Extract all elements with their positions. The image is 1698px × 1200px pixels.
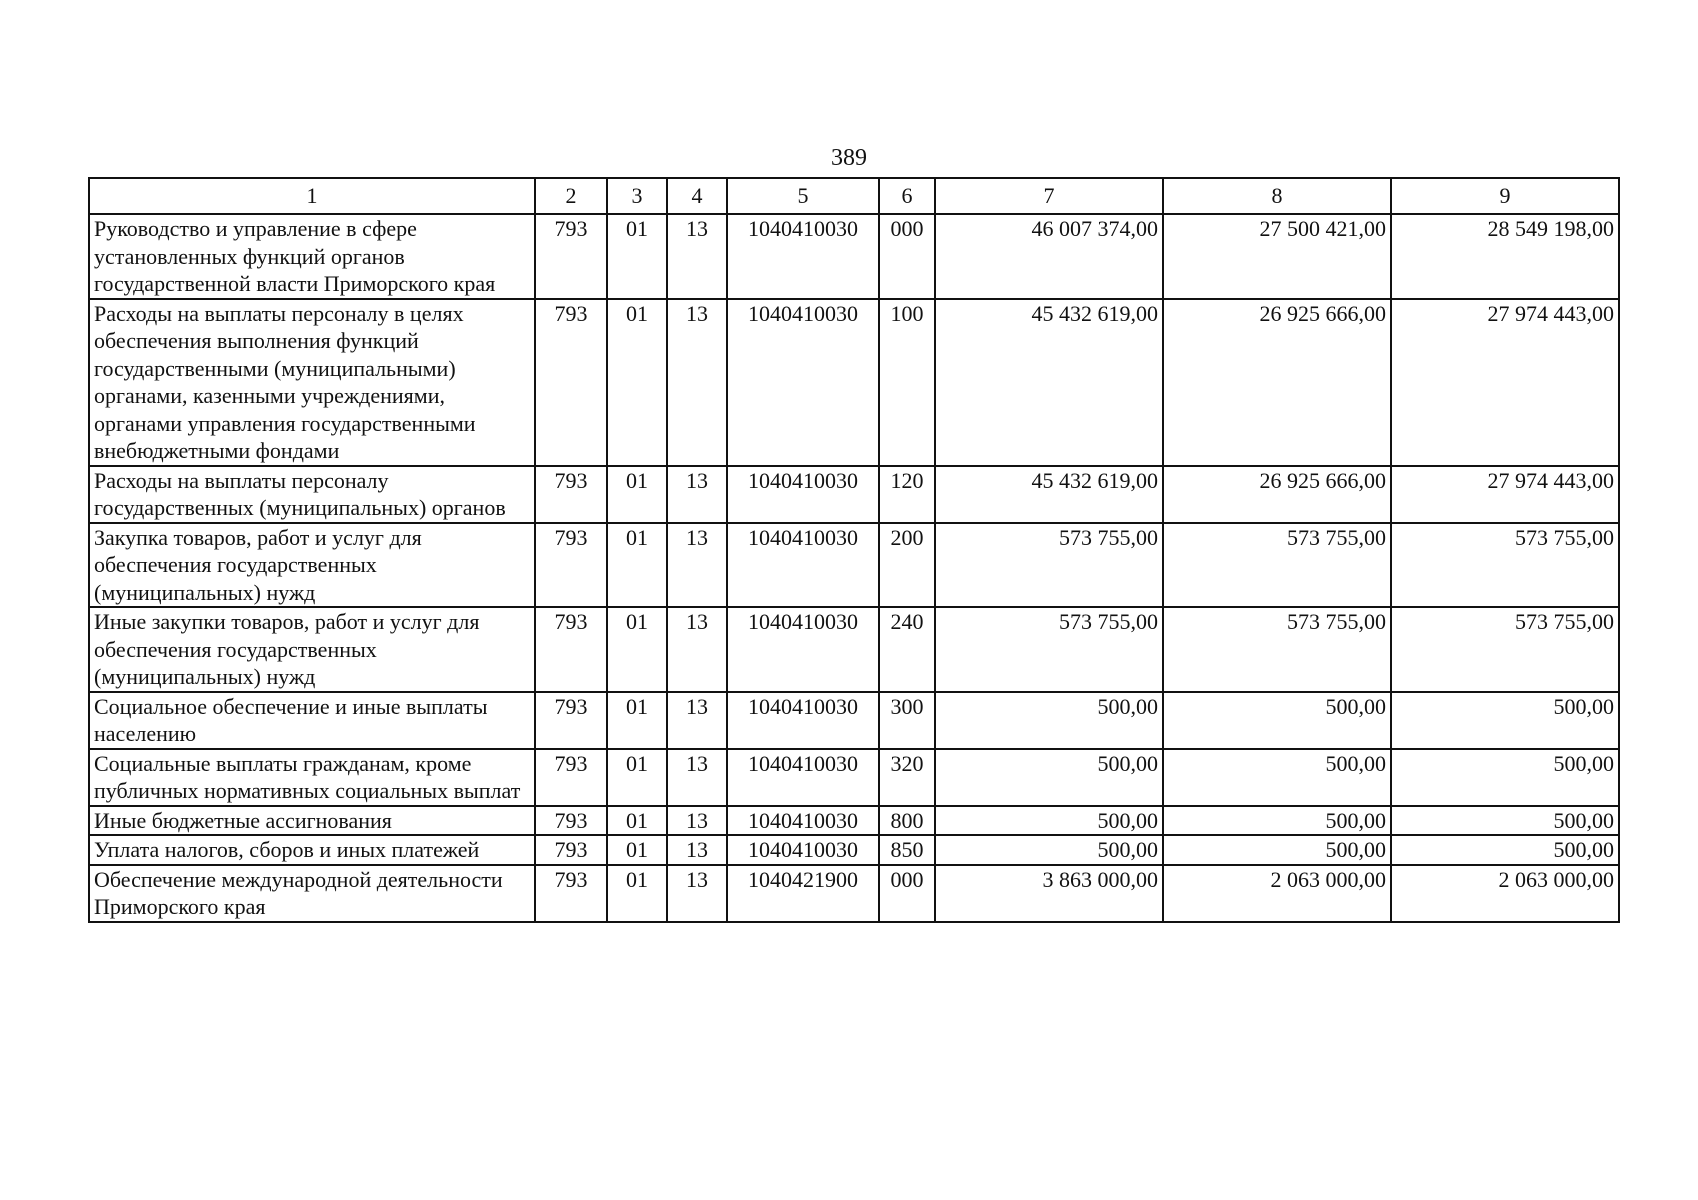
section-code: 01 <box>607 806 667 836</box>
amount-col-8: 500,00 <box>1163 749 1391 806</box>
section-code: 01 <box>607 692 667 749</box>
amount-col-8: 2 063 000,00 <box>1163 865 1391 922</box>
ministry-code: 793 <box>535 607 607 692</box>
expense-type-code: 000 <box>879 865 935 922</box>
table-row <box>89 523 1619 608</box>
amount-col-7: 500,00 <box>935 749 1163 806</box>
amount-col-7: 500,00 <box>935 692 1163 749</box>
ministry-code: 793 <box>535 214 607 299</box>
expense-name: Расходы на выплаты персоналу в целях обеспечения выполнения функций государственными (муниципальными) органами, казенными учреждениями, органами управления государственными внебюджетными фондами <box>89 299 535 466</box>
page-number: 389 <box>831 145 867 171</box>
amount-col-8: 26 925 666,00 <box>1163 466 1391 523</box>
amount-col-8: 27 500 421,00 <box>1163 214 1391 299</box>
section-code: 01 <box>607 607 667 692</box>
expense-type-code: 000 <box>879 214 935 299</box>
column-header-3: 3 <box>607 178 667 214</box>
amount-col-9: 2 063 000,00 <box>1391 865 1619 922</box>
table-row <box>89 466 1619 523</box>
section-code: 01 <box>607 214 667 299</box>
ministry-code: 793 <box>535 692 607 749</box>
subsection-code: 13 <box>667 214 727 299</box>
amount-col-9: 500,00 <box>1391 692 1619 749</box>
amount-col-9: 573 755,00 <box>1391 607 1619 692</box>
amount-col-9: 28 549 198,00 <box>1391 214 1619 299</box>
amount-col-7: 573 755,00 <box>935 523 1163 608</box>
expense-name: Расходы на выплаты персоналу государственных (муниципальных) органов <box>89 466 535 523</box>
amount-col-8: 573 755,00 <box>1163 523 1391 608</box>
amount-col-8: 26 925 666,00 <box>1163 299 1391 466</box>
table-row <box>89 214 1619 299</box>
table-row <box>89 806 1619 836</box>
column-header-6: 6 <box>879 178 935 214</box>
amount-col-9: 27 974 443,00 <box>1391 299 1619 466</box>
amount-col-8: 573 755,00 <box>1163 607 1391 692</box>
column-header-4: 4 <box>667 178 727 214</box>
subsection-code: 13 <box>667 466 727 523</box>
budget-table <box>88 177 1620 923</box>
header-row <box>89 178 1619 214</box>
subsection-code: 13 <box>667 749 727 806</box>
amount-col-9: 27 974 443,00 <box>1391 466 1619 523</box>
target-article-code: 1040410030 <box>727 835 879 865</box>
ministry-code: 793 <box>535 299 607 466</box>
expense-type-code: 300 <box>879 692 935 749</box>
table-row <box>89 299 1619 466</box>
amount-col-7: 500,00 <box>935 835 1163 865</box>
expense-name: Социальное обеспечение и иные выплаты населению <box>89 692 535 749</box>
expense-type-code: 850 <box>879 835 935 865</box>
section-code: 01 <box>607 466 667 523</box>
ministry-code: 793 <box>535 806 607 836</box>
section-code: 01 <box>607 749 667 806</box>
expense-name: Социальные выплаты гражданам, кроме публичных нормативных социальных выплат <box>89 749 535 806</box>
expense-name: Уплата налогов, сборов и иных платежей <box>89 835 535 865</box>
ministry-code: 793 <box>535 466 607 523</box>
target-article-code: 1040410030 <box>727 214 879 299</box>
table-row <box>89 749 1619 806</box>
column-header-1: 1 <box>89 178 535 214</box>
target-article-code: 1040410030 <box>727 299 879 466</box>
target-article-code: 1040410030 <box>727 523 879 608</box>
expense-type-code: 200 <box>879 523 935 608</box>
amount-col-7: 45 432 619,00 <box>935 299 1163 466</box>
ministry-code: 793 <box>535 835 607 865</box>
column-header-8: 8 <box>1163 178 1391 214</box>
section-code: 01 <box>607 523 667 608</box>
expense-type-code: 800 <box>879 806 935 836</box>
target-article-code: 1040410030 <box>727 466 879 523</box>
subsection-code: 13 <box>667 835 727 865</box>
table-row <box>89 835 1619 865</box>
amount-col-9: 500,00 <box>1391 806 1619 836</box>
amount-col-7: 46 007 374,00 <box>935 214 1163 299</box>
target-article-code: 1040410030 <box>727 692 879 749</box>
amount-col-9: 500,00 <box>1391 835 1619 865</box>
section-code: 01 <box>607 299 667 466</box>
amount-col-8: 500,00 <box>1163 692 1391 749</box>
expense-name: Закупка товаров, работ и услуг для обеспечения государственных (муниципальных) нужд <box>89 523 535 608</box>
target-article-code: 1040410030 <box>727 749 879 806</box>
expense-name: Иные закупки товаров, работ и услуг для обеспечения государственных (муниципальных) нужд <box>89 607 535 692</box>
subsection-code: 13 <box>667 607 727 692</box>
column-header-7: 7 <box>935 178 1163 214</box>
expense-name: Обеспечение международной деятельности Приморского края <box>89 865 535 922</box>
section-code: 01 <box>607 865 667 922</box>
subsection-code: 13 <box>667 806 727 836</box>
ministry-code: 793 <box>535 749 607 806</box>
section-code: 01 <box>607 835 667 865</box>
amount-col-8: 500,00 <box>1163 835 1391 865</box>
subsection-code: 13 <box>667 523 727 608</box>
ministry-code: 793 <box>535 865 607 922</box>
subsection-code: 13 <box>667 692 727 749</box>
table-row <box>89 865 1619 922</box>
expense-type-code: 320 <box>879 749 935 806</box>
expense-type-code: 240 <box>879 607 935 692</box>
subsection-code: 13 <box>667 299 727 466</box>
table-row <box>89 692 1619 749</box>
target-article-code: 1040421900 <box>727 865 879 922</box>
amount-col-9: 500,00 <box>1391 749 1619 806</box>
ministry-code: 793 <box>535 523 607 608</box>
column-header-2: 2 <box>535 178 607 214</box>
expense-type-code: 120 <box>879 466 935 523</box>
amount-col-8: 500,00 <box>1163 806 1391 836</box>
target-article-code: 1040410030 <box>727 806 879 836</box>
expense-name: Иные бюджетные ассигнования <box>89 806 535 836</box>
column-header-5: 5 <box>727 178 879 214</box>
amount-col-9: 573 755,00 <box>1391 523 1619 608</box>
expense-type-code: 100 <box>879 299 935 466</box>
subsection-code: 13 <box>667 865 727 922</box>
table-row <box>89 607 1619 692</box>
amount-col-7: 3 863 000,00 <box>935 865 1163 922</box>
amount-col-7: 500,00 <box>935 806 1163 836</box>
column-header-9: 9 <box>1391 178 1619 214</box>
amount-col-7: 573 755,00 <box>935 607 1163 692</box>
expense-name: Руководство и управление в сфере установленных функций органов государственной власти Приморского края <box>89 214 535 299</box>
amount-col-7: 45 432 619,00 <box>935 466 1163 523</box>
target-article-code: 1040410030 <box>727 607 879 692</box>
